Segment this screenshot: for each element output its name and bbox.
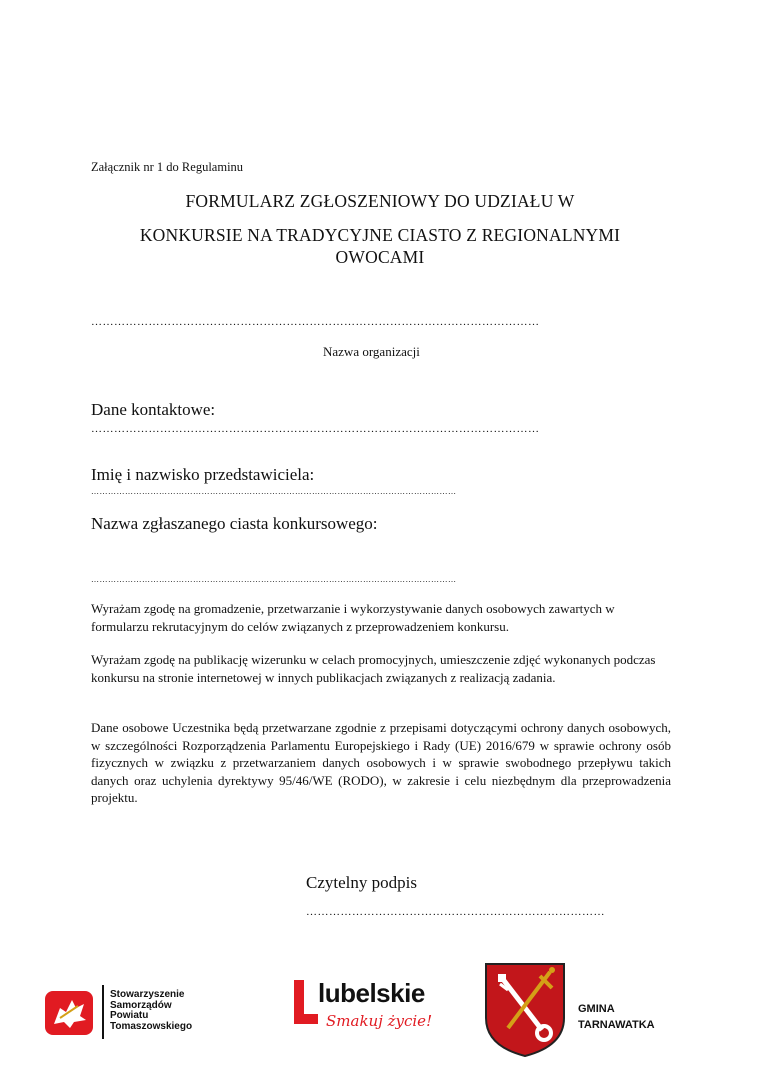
cake-name-label: Nazwa zgłaszanego ciasta konkursowego: [91,514,378,533]
association-name [110,990,192,1032]
gmina-coat-of-arms-icon [484,962,566,1058]
form-title-line-1: FORMULARZ ZGŁOSZENIOWY DO UDZIAŁU W [185,191,575,211]
organization-name-label: Nazwa organizacji [323,344,420,359]
representative-label: Imię i nazwisko przedstawiciela: [91,465,315,484]
gmina-name-line: GMINA [578,1003,615,1015]
gdpr-notice: Dane osobowe Uczestnika będą przetwarzane zgodnie z przepisami dotyczącymi ochrony danych osobowych, w szczególności Rozporządzenia Parlamentu Europejskiego i Rady (UE) 2016/679 w sprawie ochrony osób fizycznych w związku z przetwarzaniem danych osobowych i w sprawie swobodnego przepływu takich danych oraz uchylenia dyrektywy 95/46/WE (RODO), w zakresie i celu niezbędnym dla przeprowadzenia projektu. [91,720,671,805]
contact-label: Dane kontaktowe: [91,400,216,419]
contact-field[interactable]: ……………………………………………………………………………………………………… [91,423,540,435]
annex-label: Załącznik nr 1 do Regulaminu [91,160,244,174]
association-name-line: Samorządów [110,999,172,1011]
lubelskie-l-mark [294,980,318,1024]
association-name-line: Powiatu [110,1010,149,1021]
cake-name-field[interactable]: ………………………………………………………………………………………………………………… [91,575,457,584]
association-emblem-icon [44,990,94,1036]
consent-data-processing: Wyrażam zgodę na gromadzenie, przetwarzanie i wykorzystywanie danych osobowych zawartych w formularzu rekrutacyjnym do celów związanych z przeprowadzeniem konkursu. [91,601,615,634]
form-title-line-3: OWOCAMI [335,247,425,267]
gmina-name-line: TARNAWATKA [578,1019,655,1031]
organization-name-field[interactable]: ……………………………………………………………………………………………………… [91,316,540,328]
signature-field[interactable]: …………………………………………………………………… [306,906,605,918]
lubelskie-slogan: Smakuj życie! [326,1012,433,1030]
signature-label: Czytelny podpis [306,873,417,892]
association-name-line: Tomaszowskiego [110,1020,193,1032]
form-title-line-2: KONKURSIE NA TRADYCYJNE CIASTO Z REGIONALNYMI [139,225,621,245]
lubelskie-wordmark: lubelskie [318,978,425,1008]
consent-image-publication: Wyrażam zgodę na publikację wizerunku w celach promocyjnych, umieszczenie zdjęć wykonanych podczas konkursu na stronie internetowej w innych publikacjach związanych z realizacją zadania. [91,652,656,685]
gmina-name [578,1001,655,1033]
association-divider [102,985,104,1039]
association-name-line: Stowarzyszenie [110,989,185,1000]
representative-field[interactable]: ………………………………………………………………………………………………………………… [91,487,457,496]
